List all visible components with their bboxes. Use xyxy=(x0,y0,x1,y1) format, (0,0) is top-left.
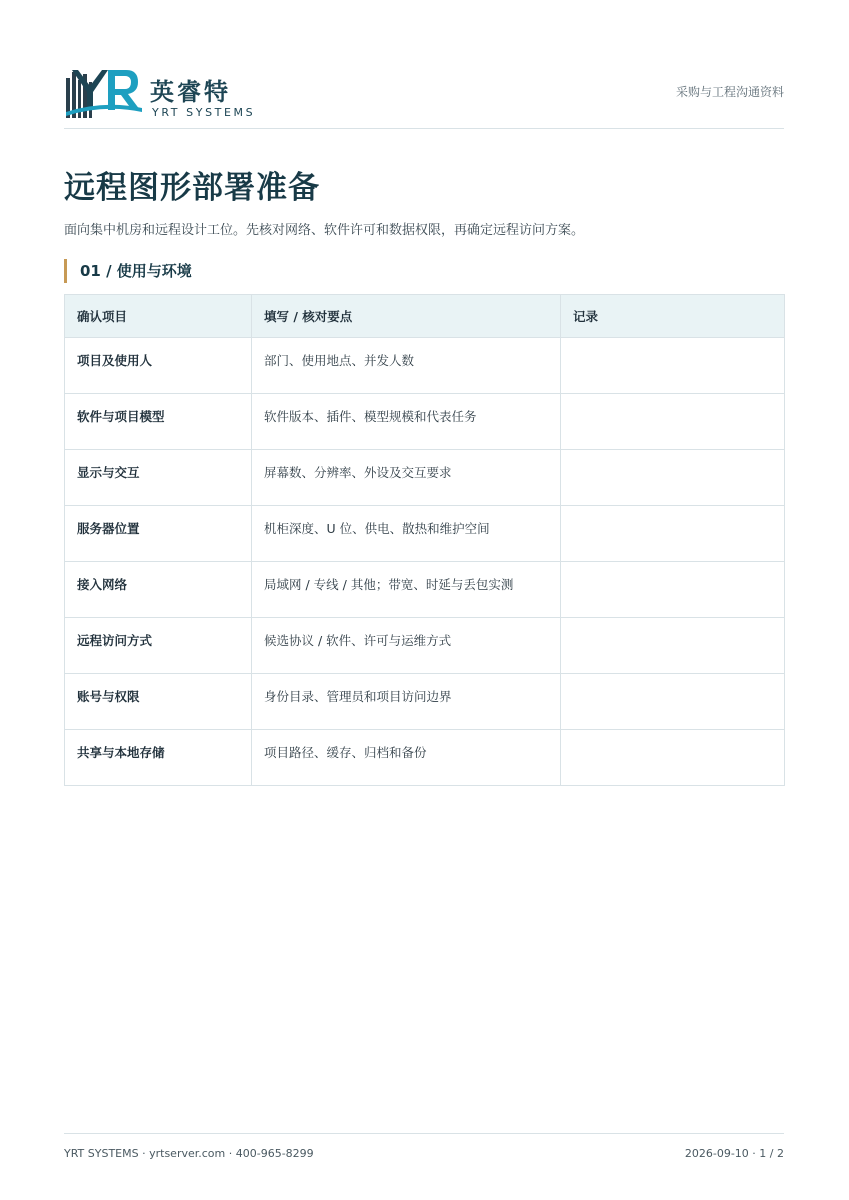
column-header-record: 记录 xyxy=(561,295,785,338)
points-cell: 部门、使用地点、并发人数 xyxy=(252,338,561,394)
points-cell: 局域网 / 专线 / 其他；带宽、时延与丢包实测 xyxy=(252,562,561,618)
item-cell: 接入网络 xyxy=(65,562,252,618)
item-cell: 服务器位置 xyxy=(65,506,252,562)
column-header-item: 确认项目 xyxy=(65,295,252,338)
item-cell: 软件与项目模型 xyxy=(65,394,252,450)
page-title: 远程图形部署准备 xyxy=(64,170,320,206)
table-row xyxy=(65,618,785,674)
points-cell: 屏幕数、分辨率、外设及交互要求 xyxy=(252,450,561,506)
table-row xyxy=(65,394,785,450)
checklist-table xyxy=(64,294,785,786)
document-type: 采购与工程沟通资料 xyxy=(675,85,784,99)
record-cell[interactable] xyxy=(561,394,785,450)
table-row xyxy=(65,338,785,394)
table-row xyxy=(65,450,785,506)
record-cell[interactable] xyxy=(561,618,785,674)
item-cell: 项目及使用人 xyxy=(65,338,252,394)
record-cell[interactable] xyxy=(561,450,785,506)
record-cell[interactable] xyxy=(561,730,785,786)
points-cell: 机柜深度、U 位、供电、散热和维护空间 xyxy=(252,506,561,562)
header-divider xyxy=(64,128,784,129)
table-row xyxy=(65,562,785,618)
footer-contact: YRT SYSTEMS · yrtserver.com · 400-965-8299 xyxy=(64,1147,314,1160)
points-cell: 身份目录、管理员和项目访问边界 xyxy=(252,674,561,730)
brand-name-en: YRT SYSTEMS xyxy=(152,106,256,119)
brand-logo xyxy=(64,64,304,124)
table-header-row xyxy=(65,295,785,338)
points-cell: 软件版本、插件、模型规模和代表任务 xyxy=(252,394,561,450)
record-cell[interactable] xyxy=(561,506,785,562)
table-row xyxy=(65,730,785,786)
points-cell: 候选协议 / 软件、许可与运维方式 xyxy=(252,618,561,674)
yrt-logo-icon xyxy=(64,64,144,120)
page-subtitle: 面向集中机房和远程设计工位。先核对网络、软件许可和数据权限，再确定远程访问方案。 xyxy=(64,223,585,238)
section-heading: 01 / 使用与环境 xyxy=(64,259,192,283)
item-cell: 共享与本地存储 xyxy=(65,730,252,786)
table-row xyxy=(65,674,785,730)
footer-divider xyxy=(64,1133,784,1134)
item-cell: 账号与权限 xyxy=(65,674,252,730)
points-cell: 项目路径、缓存、归档和备份 xyxy=(252,730,561,786)
record-cell[interactable] xyxy=(561,562,785,618)
brand-name-cn: 英睿特 xyxy=(150,78,231,106)
table-row xyxy=(65,506,785,562)
column-header-points: 填写 / 核对要点 xyxy=(252,295,561,338)
record-cell[interactable] xyxy=(561,674,785,730)
page-header xyxy=(64,60,784,128)
item-cell: 远程访问方式 xyxy=(65,618,252,674)
record-cell[interactable] xyxy=(561,338,785,394)
item-cell: 显示与交互 xyxy=(65,450,252,506)
footer-date-page: 2026-09-10 · 1 / 2 xyxy=(684,1147,784,1160)
